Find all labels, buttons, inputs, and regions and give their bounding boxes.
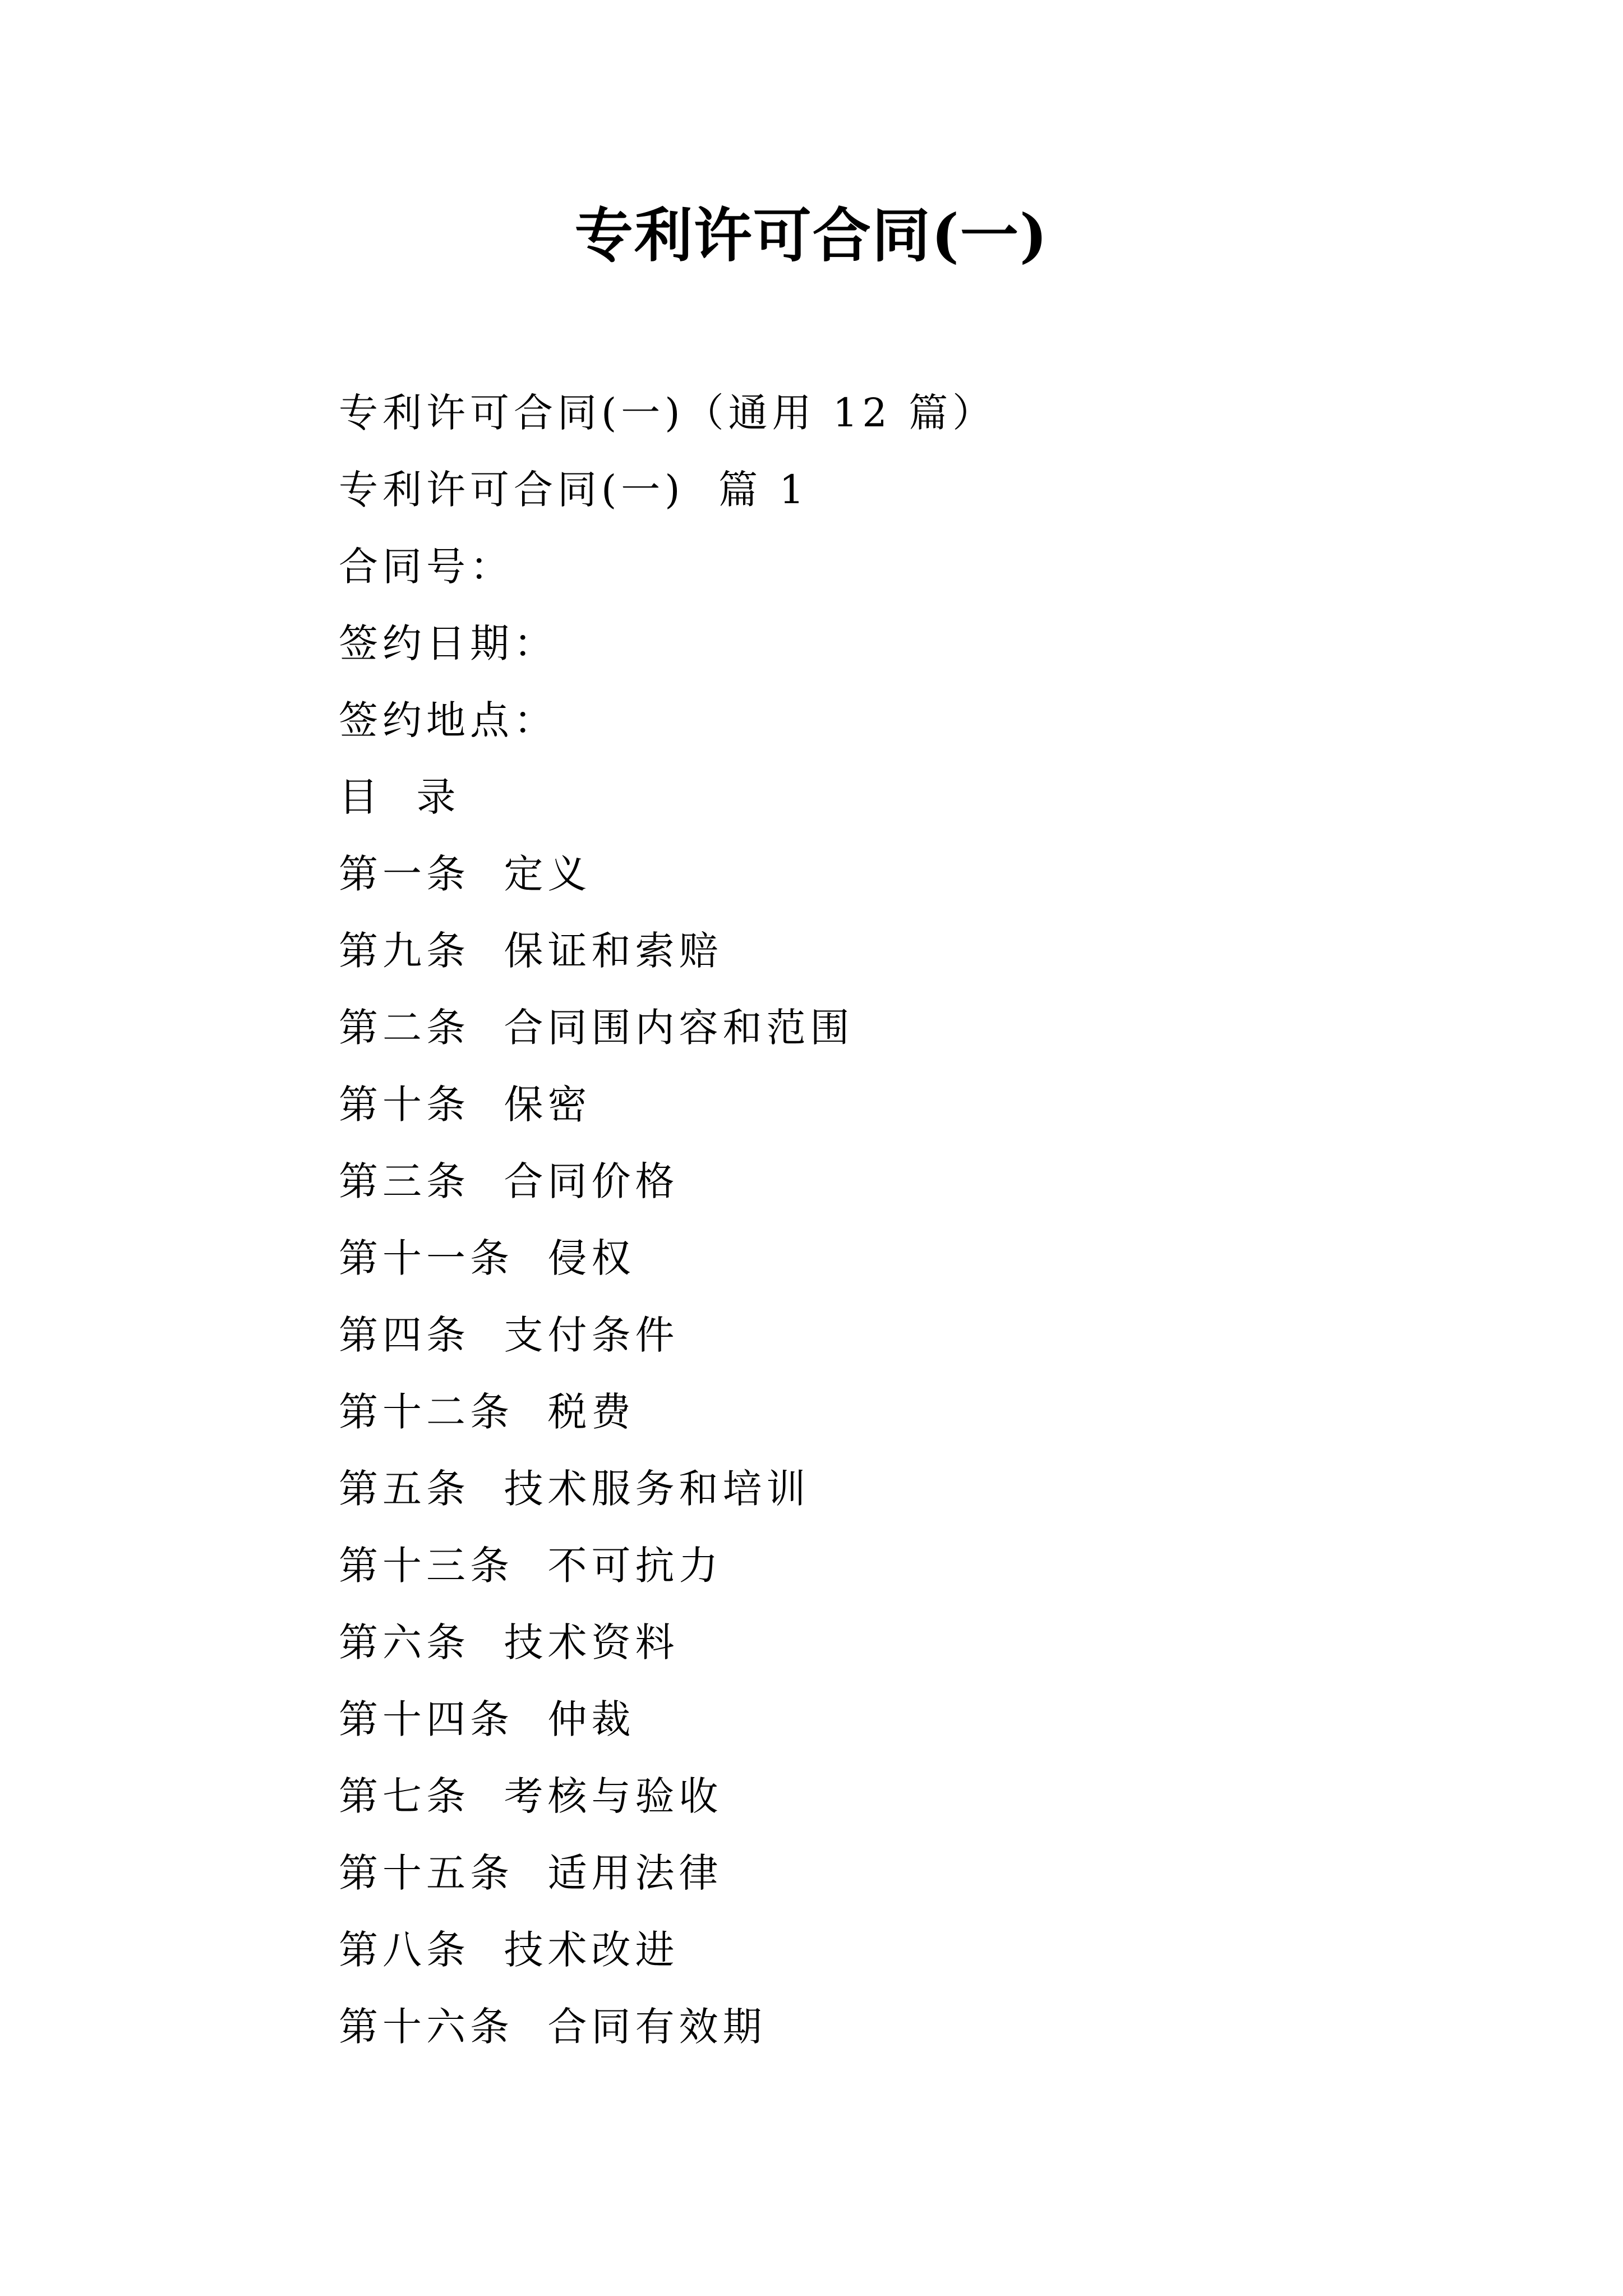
document-title: 专利许可合同(一): [574, 201, 1049, 270]
toc-item: 第五条 技术服务和培训: [339, 1466, 810, 1512]
toc-item: 第十一条 侵权: [339, 1235, 635, 1281]
document-body: [339, 375, 996, 2065]
toc-item: 第十四条 仲裁: [339, 1696, 635, 1742]
toc-item: 第十五条 适用法律: [339, 1850, 723, 1896]
toc-item: 第十六条 合同有效期: [339, 2004, 767, 2050]
toc-item: 第六条 技术资料: [339, 1619, 679, 1665]
toc-item: 第三条 合同价格: [339, 1158, 679, 1204]
signing-date-label: 签约日期：: [339, 620, 557, 666]
contract-number-label: 合同号：: [339, 544, 514, 590]
signing-place-label: 签约地点：: [339, 697, 557, 743]
toc-item: 第十二条 税费: [339, 1389, 635, 1435]
intro-heading: 专利许可合同(一)（通用 12 篇）: [339, 390, 997, 436]
toc-item: 第二条 合同围内容和范围: [339, 1005, 854, 1051]
toc-item: 第八条 技术改进: [339, 1927, 679, 1973]
toc-item: 第一条 定义: [339, 851, 592, 897]
toc-item: 第七条 考核与验收: [339, 1773, 723, 1819]
toc-item: 第十条 保密: [339, 1082, 592, 1128]
toc-item: 第十三条 不可抗力: [339, 1543, 723, 1589]
toc-item: 第九条 保证和索赔: [339, 928, 723, 974]
section-heading: 专利许可合同(一) 篇 1: [339, 467, 809, 513]
toc-item: 第四条 支付条件: [339, 1312, 679, 1358]
toc-heading: 目 录: [339, 774, 460, 820]
